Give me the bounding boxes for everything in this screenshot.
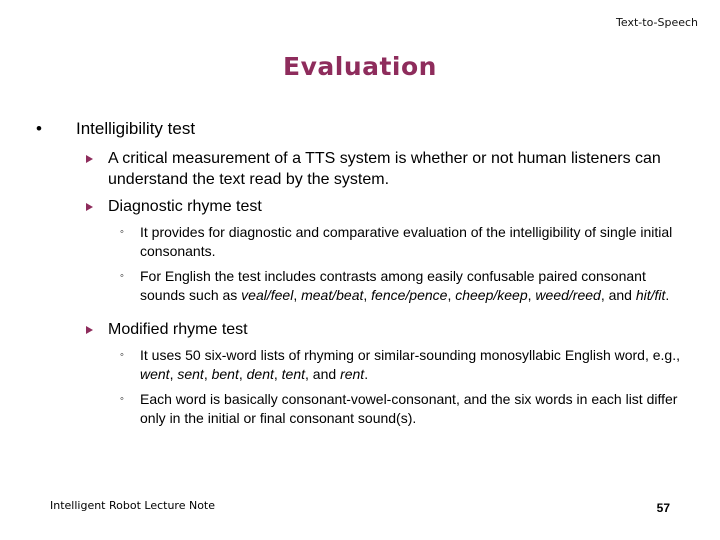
- separator: , and: [305, 366, 341, 382]
- sub-bullet-modified-rhyme: [36, 319, 686, 340]
- detail-text: Each word is basically consonant-vowel-consonant, and the six words in each list differ only in the initial or final consonant sound(s).: [140, 391, 678, 426]
- separator: ,: [363, 287, 372, 303]
- separator: .: [665, 287, 670, 303]
- example-word: sent: [177, 366, 204, 382]
- sub-bullet-diagnostic-rhyme: [36, 196, 686, 217]
- sub-bullet-critical-measurement: [36, 148, 686, 190]
- triangle-bullet-icon: [86, 155, 93, 163]
- page-number: 57: [656, 501, 670, 515]
- detail-text: For English the test includes contrasts among easily confusable paired consonant sounds such as: [140, 268, 646, 303]
- example-word: tent: [281, 366, 306, 382]
- example-word: cheep/keep: [455, 287, 528, 303]
- circle-bullet-icon: ◦: [120, 393, 124, 405]
- footer-lecture-note: Intelligent Robot Lecture Note: [50, 499, 216, 512]
- detail-text: It uses 50 six-word lists of rhyming or similar-sounding monosyllabic English word, e.g.,: [140, 347, 680, 363]
- example-word: rent: [340, 366, 365, 382]
- separator: ,: [527, 287, 536, 303]
- sub-bullet-text: Diagnostic rhyme test: [108, 198, 262, 215]
- detail-item: [36, 346, 686, 384]
- example-word: veal/feel: [241, 287, 294, 303]
- separator: .: [364, 366, 369, 382]
- circle-bullet-icon: ◦: [120, 226, 124, 238]
- sub-bullet-text: Modified rhyme test: [108, 321, 248, 338]
- example-word: dent: [246, 366, 274, 382]
- separator: ,: [238, 366, 247, 382]
- example-word: hit/fit: [635, 287, 666, 303]
- bullet-intelligibility: [36, 118, 686, 140]
- detail-item: [36, 223, 686, 261]
- separator: ,: [203, 366, 212, 382]
- example-word: went: [140, 366, 170, 382]
- detail-item: [36, 390, 686, 428]
- header-label: Text-to-Speech: [616, 16, 698, 29]
- bullet-text: Intelligibility test: [76, 119, 196, 138]
- example-word: meat/beat: [301, 287, 364, 303]
- bullet-dot-icon: •: [36, 119, 42, 138]
- detail-item: [36, 267, 686, 305]
- example-word: fence/pence: [371, 287, 448, 303]
- sub-bullet-text: A critical measurement of a TTS system is whether or not human listeners can understand the text read by the system.: [108, 150, 661, 188]
- example-word: weed/reed: [535, 287, 601, 303]
- circle-bullet-icon: ◦: [120, 270, 124, 282]
- triangle-bullet-icon: [86, 203, 93, 211]
- slide-title: Evaluation: [283, 52, 437, 81]
- separator: ,: [273, 366, 282, 382]
- slide-body: [36, 118, 686, 434]
- triangle-bullet-icon: [86, 326, 93, 334]
- separator: , and: [600, 287, 636, 303]
- example-word: bent: [211, 366, 239, 382]
- circle-bullet-icon: ◦: [120, 349, 124, 361]
- separator: ,: [447, 287, 456, 303]
- separator: ,: [293, 287, 302, 303]
- separator: ,: [169, 366, 178, 382]
- detail-text: It provides for diagnostic and comparative evaluation of the intelligibility of single initial consonants.: [140, 224, 673, 259]
